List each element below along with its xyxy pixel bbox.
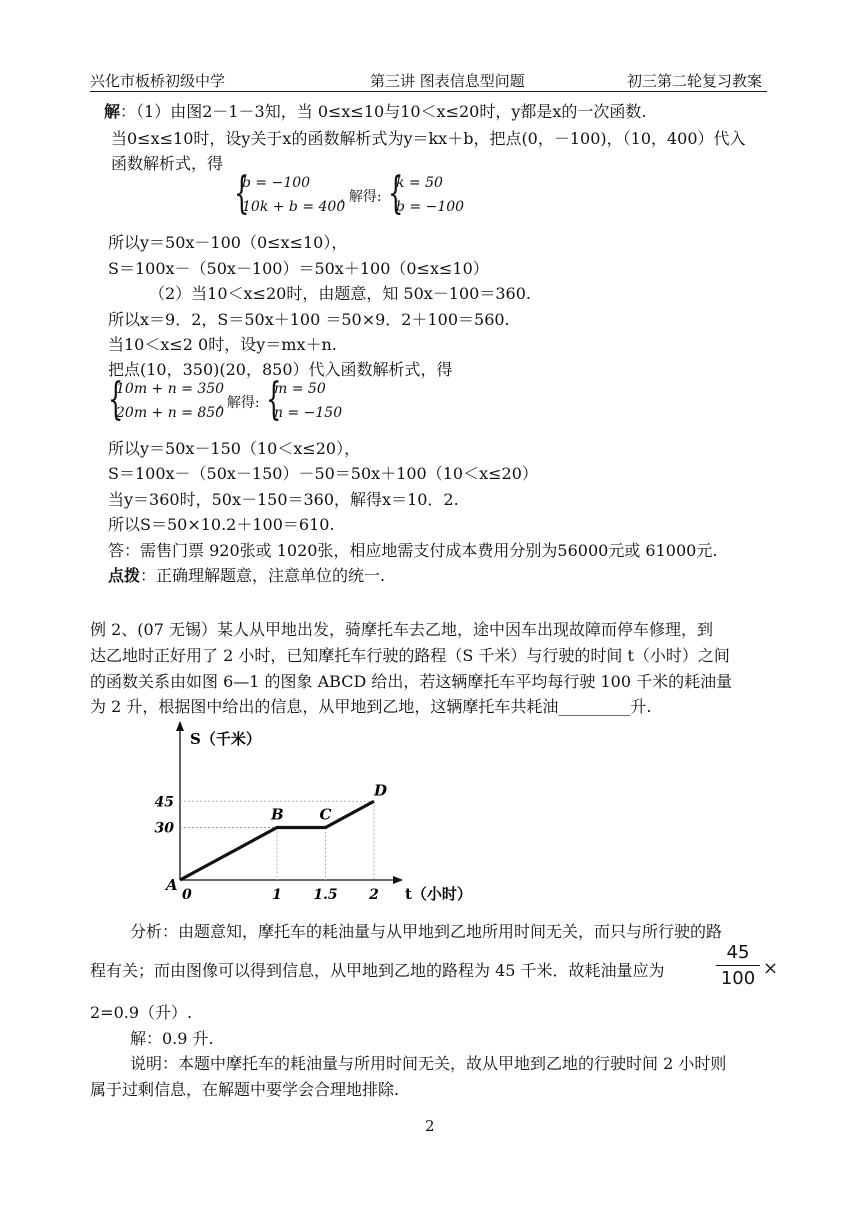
system-1-result-1: k = 50: [396, 175, 443, 191]
header-course: 初三第二轮复习教案: [627, 72, 763, 90]
x-axis-label: t（小时）: [405, 885, 472, 903]
solution-line-7: 所以x＝9．2，S＝50x＋100 ＝50×9．2＋100＝560.: [108, 310, 510, 329]
x-tick-labels: [182, 887, 379, 903]
solution-line-13: 所以S＝50×10.2＋100＝610.: [108, 515, 335, 534]
distance-time-chart: [150, 720, 490, 910]
system-1-solve-label: , 解得:: [340, 189, 382, 205]
system-2-result-2: n = −150: [274, 405, 343, 421]
system-2-solve-label: , 解得:: [218, 395, 260, 411]
example-2-line-1: 例 2、(07 无锡）某人从甲地出发，骑摩托车去乙地，途中因车出现故障而停车修理，到: [90, 620, 713, 639]
times-sign: ×: [763, 958, 779, 979]
x-tick-1.5: 1.5: [313, 887, 338, 903]
solution-answer: 答：需售门票 920张或 1020张，相应地需支付成本费用分别为56000元或 61000元.: [108, 541, 718, 560]
solution-label: 解: [104, 102, 121, 121]
example-2-line-3: 的函数关系由如图 6—1 的图象 ABCD 给出，若这辆摩托车平均每行驶 100 千米的耗油量: [90, 672, 733, 691]
y-tick-labels: [155, 794, 175, 836]
fraction-numerator: 45: [726, 942, 750, 963]
system-2-result-1: m = 50: [274, 381, 326, 397]
example-2-line-2: 达乙地时正好用了 2 小时，已知摩托车行驶的路程（S 千米）与行驶的时间 t（小时）之间: [90, 646, 730, 665]
solution-line-8: 当10＜x≤2 0时，设y＝mx＋n.: [108, 335, 337, 354]
system-1-eq-2: 10k + b = 400: [242, 199, 346, 215]
solution-line-4: 所以y＝50x－100（0≤x≤10），: [108, 233, 348, 252]
x-tick-0: 0: [182, 887, 192, 903]
analysis-line-1: 分析：由题意知，摩托车的耗油量与从甲地到乙地所用时间无关，而只与所行驶的路: [130, 922, 723, 941]
solution-line-11: S＝100x－（50x－150）－50＝50x＋100（10＜x≤20）: [108, 464, 538, 483]
tip-label: 点拨: [108, 566, 141, 585]
left-brace: {: [108, 374, 124, 425]
solution-line-12: 当y＝360时，50x－150＝360，解得x＝10．2.: [108, 490, 459, 509]
analysis-note-line-1: 说明：本题中摩托车的耗油量与所用时间无关，故从甲地到乙地的行驶时间 2 小时则: [130, 1054, 727, 1073]
example-2-line-4: 为 2 升，根据图中给出的信息，从甲地到乙地，这辆摩托车共耗油_________升.: [90, 697, 652, 716]
y-axis-label: S（千米）: [190, 730, 261, 748]
analysis-line-3: 2=0.9（升）.: [90, 1003, 193, 1022]
point-label-c: C: [319, 805, 332, 824]
solution-line-2: 当0≤x≤10时，设y关于x的函数解析式为y＝kx＋b，把点(0，－100)，（10，400）代入: [111, 129, 746, 148]
y-tick-30: 30: [154, 820, 174, 837]
analysis-line-2: 程有关；而由图像可以得到信息，从甲地到乙地的路程为 45 千米．故耗油量应为: [90, 961, 665, 980]
analysis-answer: 解：0.9 升.: [130, 1029, 214, 1048]
left-brace: {: [234, 168, 250, 219]
solution-line-5: S＝100x－（50x－100）＝50x＋100（0≤x≤10）: [108, 259, 489, 278]
left-brace: {: [266, 374, 282, 425]
point-label-d: D: [374, 781, 388, 800]
fraction-denominator: 100: [720, 968, 756, 989]
left-brace: {: [388, 168, 404, 219]
header-lesson-title: 第三讲 图表信息型问题: [370, 72, 525, 90]
solution-line-10: 所以y＝50x－150（10＜x≤20），: [108, 439, 361, 458]
system-1-eq-1: b = −100: [242, 175, 311, 191]
solution-line-1: [104, 99, 647, 122]
x-tick-2: 2: [369, 887, 379, 903]
fraction-45-over-100: [716, 942, 760, 989]
header-rule: [90, 91, 767, 92]
system-2-eq-1: 10m + n = 350: [116, 381, 225, 397]
solution-line-1-text: ：（1）由图2－1－3知，当 0≤x≤10与10＜x≤20时，y都是x的一次函数.: [120, 102, 647, 121]
system-1-result-2: b = −100: [396, 199, 465, 215]
solution-tip: [108, 563, 385, 586]
solution-line-3: 函数解析式，得: [111, 154, 224, 173]
analysis-note-line-2: 属于过剩信息，在解题中要学会合理地排除.: [90, 1080, 400, 1099]
solution-line-6: （2）当10＜x≤20时，由题意，知 50x－100＝360.: [149, 284, 531, 303]
tip-text: ：正确理解题意，注意单位的统一.: [140, 566, 386, 585]
system-2-eq-2: 20m + n = 850: [116, 405, 225, 421]
x-tick-1: 1: [272, 887, 282, 903]
page-number: 2: [425, 1117, 435, 1135]
equation-system-2: [108, 374, 348, 428]
header-school: 兴化市板桥初级中学: [90, 72, 226, 90]
solution-line-9: 把点(10，350)(20，850）代入函数解析式，得: [108, 360, 453, 379]
point-label-a: A: [166, 876, 178, 894]
y-tick-45: 45: [154, 794, 174, 811]
point-label-b: B: [271, 805, 284, 824]
equation-system-1: [234, 168, 465, 222]
point-labels: [164, 781, 387, 894]
